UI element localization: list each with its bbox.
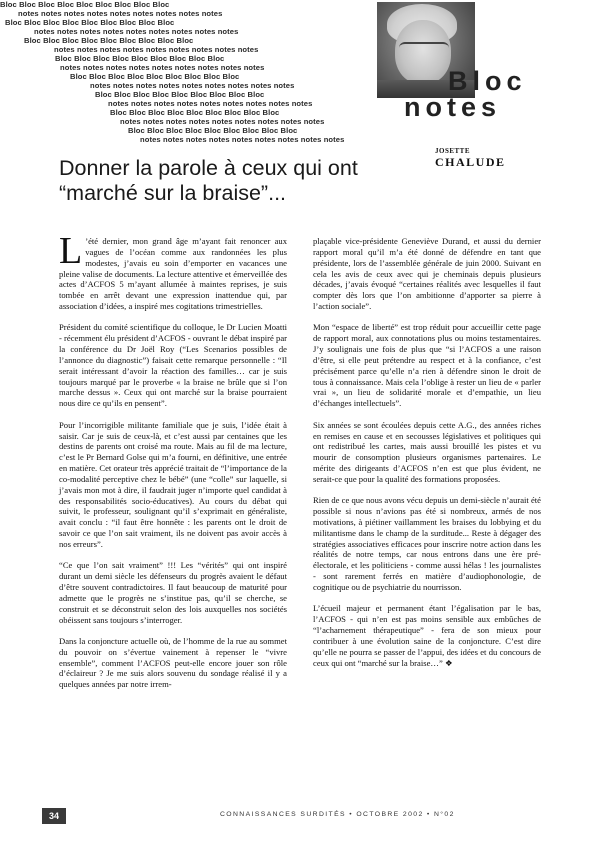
decorative-bloc-notes-pattern bbox=[0, 0, 400, 150]
decor-line: Bloc Bloc Bloc Bloc Bloc Bloc Bloc Bloc Bloc bbox=[55, 54, 225, 63]
decor-line: Bloc Bloc Bloc Bloc Bloc Bloc Bloc Bloc Bloc bbox=[24, 36, 194, 45]
article-title: Donner la parole à ceux qui ont “marché sur la braise”... bbox=[59, 156, 358, 205]
decor-line: Bloc Bloc Bloc Bloc Bloc Bloc Bloc Bloc Bloc bbox=[128, 126, 298, 135]
rubric-word-notes: notes bbox=[404, 92, 502, 122]
decor-line: Bloc Bloc Bloc Bloc Bloc Bloc Bloc Bloc Bloc bbox=[110, 108, 280, 117]
author-first-name: JOSETTE bbox=[435, 147, 471, 155]
paragraph: “Ce que l’on sait vraiment” !!! Les “vérités” qui ont inspiré durant un demi siècle les défenseurs du progrès avaient le défaut d’être souvent contradictoires. Il faut beaucoup de maturité pour admette que le progrès ne s’institue pas, qu’il se cherche, se construit et se déconstruit selon des lois auxquelles nos sociétés obéissent sans toujours s’interroger. bbox=[59, 560, 287, 625]
paragraph-text: ’été dernier, mon grand âge m’ayant fait renoncer aux vagues de l’océan comme aux randonnées les plus modestes, j’avais eu soin d’emporter en vacances une pleine valise de documents. La lecture attentive et émerveillée des actes d’ACFOS 5 m’ayant allumée à maintes reprises, je suis tombée en arrêt devant une expression inattendue qui, par association d’idées, a inspiré mes cogitations trimestrielles. bbox=[59, 236, 287, 312]
decor-line: notes notes notes notes notes notes notes notes notes bbox=[18, 9, 223, 18]
decor-line: notes notes notes notes notes notes notes notes notes bbox=[34, 27, 239, 36]
paragraph: Six années se sont écoulées depuis cette A.G., des années riches en remises en cause et en secousses législatives et politiques qui ont redistribué les cartes, mais aussi brouillé les pistes et vu mourir de consomption plusieurs organismes partenaires. Le mérite des dirigeants d’ACFOS n’en est que plus évident, ne serait-ce que pour la qualité des formations proposées. bbox=[313, 419, 541, 484]
page-number: 34 bbox=[42, 808, 66, 824]
portrait-glasses bbox=[399, 42, 449, 56]
paragraph: Dans la conjoncture actuelle où, de l’homme de la rue au sommet du pouvoir on s’évertue vainement à repenser le “vivre ensemble”, comment l’ACFOS peut-elle encore jouer son rôle d’éclaireur ? Je me suis alors souvenu du sondage réalisé il y a quelques années par notre irrem- bbox=[59, 635, 287, 690]
decor-line: Bloc Bloc Bloc Bloc Bloc Bloc Bloc Bloc Bloc bbox=[95, 90, 265, 99]
author-byline bbox=[435, 147, 506, 170]
decor-line: notes notes notes notes notes notes notes notes notes bbox=[120, 117, 325, 126]
decor-line: notes notes notes notes notes notes notes notes notes bbox=[60, 63, 265, 72]
publication-line: CONNAISSANCES SURDITÉS • OCTOBRE 2002 • N°02 bbox=[220, 811, 455, 818]
paragraph: Rien de ce que nous avons vécu depuis un demi-siècle n’aurait été possible si nous n’avions pas été si nombreux, armés de nos motivations, à piétiner vaillamment les braises du lobbying et du militantisme dans le champ de la surditude... Reste à dégager des stratégies associatives efficaces pour inscrire notre action dans les réalités de notre temps, car nous entrons dans une ère pré-électorale, et les politiciens - comme aussi hélas ! les journalistes - sont rarement ferrés en matière d’audiophonologie, de cognitique ou de psychiatrie du nourrisson. bbox=[313, 495, 541, 592]
decor-line: notes notes notes notes notes notes notes notes notes bbox=[108, 99, 313, 108]
decor-line: notes notes notes notes notes notes notes notes notes bbox=[90, 81, 295, 90]
decor-line: notes notes notes notes notes notes notes notes notes bbox=[140, 135, 345, 144]
left-column bbox=[59, 230, 287, 701]
paragraph: Président du comité scientifique du colloque, le Dr Lucien Moatti - récemment élu président d’ACFOS - ouvrant le débat inspiré par la conférence du Dr Joël Roy (“Les Scenarios possibles de l’annonce du diagnostic”) faisait cette remarque personnelle : “Il serait intéressant d’avoir la réaction des familles… car je suis toujours marqué par le proverbe « la braise ne brûle que si l’on marche dessus ». Ceux qui ont marché sur la braise pourraient nous dire ce qu’ils en pensent”. bbox=[59, 322, 287, 409]
right-column bbox=[313, 236, 541, 679]
author-last-name: CHALUDE bbox=[435, 155, 506, 169]
paragraph: plaçable vice-présidente Geneviève Durand, et aussi du dernier rapport moral qu’il m’a été donné de défendre en tant que présidente, lors de l’assemblée générale de juin 2000. Suivant en cela les avis de ceux avec qui je cheminais depuis plusieurs décades, j’avais évoqué “certaines réalités avec lesquelles il faut compter dès lors que l’on ambitionne d’apporter sa pierre à l’action sociale”. bbox=[313, 236, 541, 312]
paragraph: Mon “espace de liberté” est trop réduit pour accueillir cette page de rapport moral, aux connotations plus ou moins testamentaires. J’y soulignais une fois de plus que “si l’ACFOS a une raison d’être, si elle peut prétendre au respect et à la confiance, c’est précisément parce qu’elle n’a rien à défendre sinon le droit de tous à connaissance. Mais cela l’oblige à rester un lieu de « parler vrai », un lieu de solidarité morale et d’empathie, un lieu d’échanges intellectuels”. bbox=[313, 322, 541, 409]
decor-line: Bloc Bloc Bloc Bloc Bloc Bloc Bloc Bloc Bloc bbox=[5, 18, 175, 27]
page-footer bbox=[42, 808, 552, 824]
rubric-word-bloc: Bloc bbox=[448, 66, 527, 96]
paragraph bbox=[59, 230, 287, 312]
paragraph: L’écueil majeur et permanent étant l’égalisation par le bas, l’ACFOS - qui n’en est pas moins sensible aux embûches de “l’acharnement thérapeutique” - fera de son mieux pour contribuer à une évolution saine de la conjoncture. C’est dire qu’elle ne pourra se passer de l’appui, des idées et du concours de ceux qui ont “marché sur la braise…” ❖ bbox=[313, 603, 541, 668]
drop-cap: L bbox=[59, 230, 83, 272]
decor-line: Bloc Bloc Bloc Bloc Bloc Bloc Bloc Bloc Bloc bbox=[70, 72, 240, 81]
decor-line: notes notes notes notes notes notes notes notes notes bbox=[54, 45, 259, 54]
paragraph: Pour l’incorrigible militante familiale que je suis, l’idée était à saisir. Car je suis de ceux-là, et c’est aussi par centaines que les destins de parents ont croisé ma route. Mais au fil de ma lecture, c’est le Pr Bernard Golse qui m’a fourni, en définitive, une entrée en matière. Cet orateur très apprécié traitait de “l’importance de la co-modalité perceptive chez le bébé” (une “colle” sur laquelle, si j’avais mon mot à dire, il faudrait juger n’importe quel candidat à des responsabilités socio-éducatives). Au cours du débat qui suivit, le professeur, soulignant qu’il s’exprimait en généraliste, avait conclu : “il faut être honnête : les parents ont le droit de savoir ce que l’on sait vraiment, ils ne doivent pas avoir accès à nos erreurs”. bbox=[59, 419, 287, 549]
section-rubric bbox=[404, 68, 544, 120]
decor-line: Bloc Bloc Bloc Bloc Bloc Bloc Bloc Bloc Bloc bbox=[0, 0, 170, 9]
